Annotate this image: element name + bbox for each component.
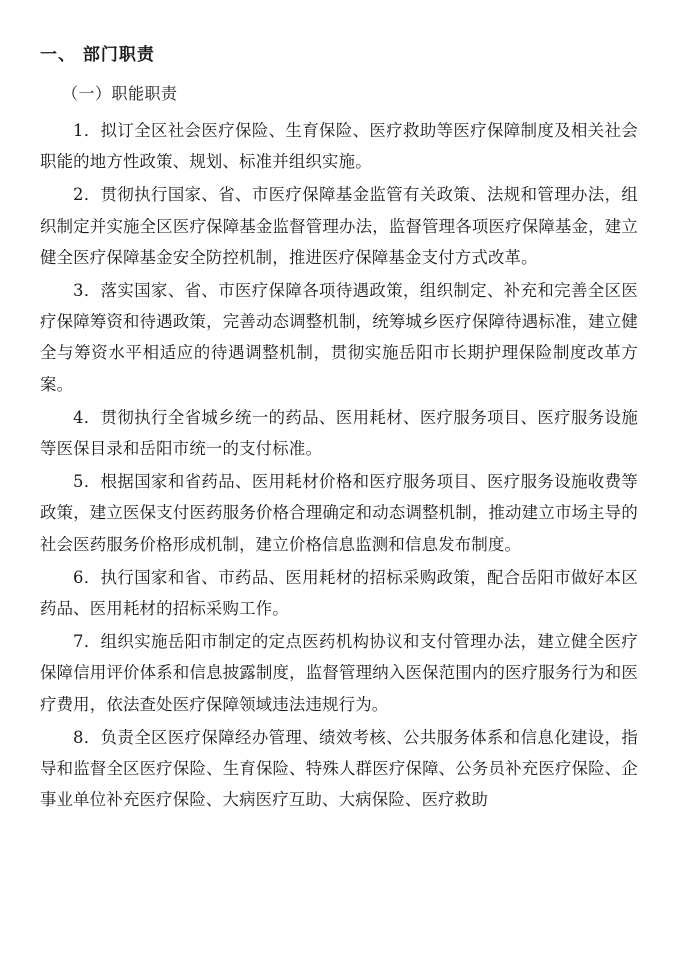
paragraph-5: 5．根据国家和省药品、医用耗材价格和医疗服务项目、医疗服务设施收费等政策，建立医保支付医药服务价格合理确定和动态调整机制，推动建立市场主导的社会医药服务价格形成机制，建立价格信息监测和信息发布制度。 <box>40 472 638 554</box>
section-subheading: （一）职能职责 <box>62 84 178 103</box>
section-heading: 一、 部门职责 <box>40 45 155 65</box>
paragraph-4: 4．贯彻执行全省城乡统一的药品、医用耗材、医疗服务项目、医疗服务设施等医保目录和岳阳市统一的支付标准。 <box>40 407 638 459</box>
paragraph-3: 3．落实国家、省、市医疗保障各项待遇政策，组织制定、补充和完善全区医疗保障筹资和待遇政策，完善动态调整机制，统筹城乡医疗保障待遇标准，建立健全与筹资水平相适应的待遇调整机制，贯彻实施岳阳市长期护理保险制度改革方案。 <box>40 281 638 394</box>
paragraph-1: 1．拟订全区社会医疗保险、生育保险、医疗救助等医疗保障制度及相关社会职能的地方性政策、规划、标准并组织实施。 <box>40 121 638 172</box>
paragraph-7: 7．组织实施岳阳市制定的定点医药机构协议和支付管理办法，建立健全医疗保障信用评价体系和信息披露制度，监督管理纳入医保范围内的医疗服务行为和医疗费用，依法查处医疗保障领域违法违规行为。 <box>40 632 638 714</box>
paragraph-8: 8．负责全区医疗保障经办管理、绩效考核、公共服务体系和信息化建设，指导和监督全区医疗保险、生育保险、特殊人群医疗保障、公务员补充医疗保险、企事业单位补充医疗保险、大病医疗互助、大病保险、医疗救助 <box>40 727 638 810</box>
paragraph-2: 2．贯彻执行国家、省、市医疗保障基金监管有关政策、法规和管理办法，组织制定并实施全区医疗保障基金监督管理办法，监督管理各项医疗保障基金，建立健全医疗保障基金安全防控机制，推进医疗保障基金支付方式改革。 <box>40 185 638 267</box>
paragraph-6: 6．执行国家和省、市药品、医用耗材的招标采购政策，配合岳阳市做好本区药品、医用耗材的招标采购工作。 <box>40 567 638 619</box>
